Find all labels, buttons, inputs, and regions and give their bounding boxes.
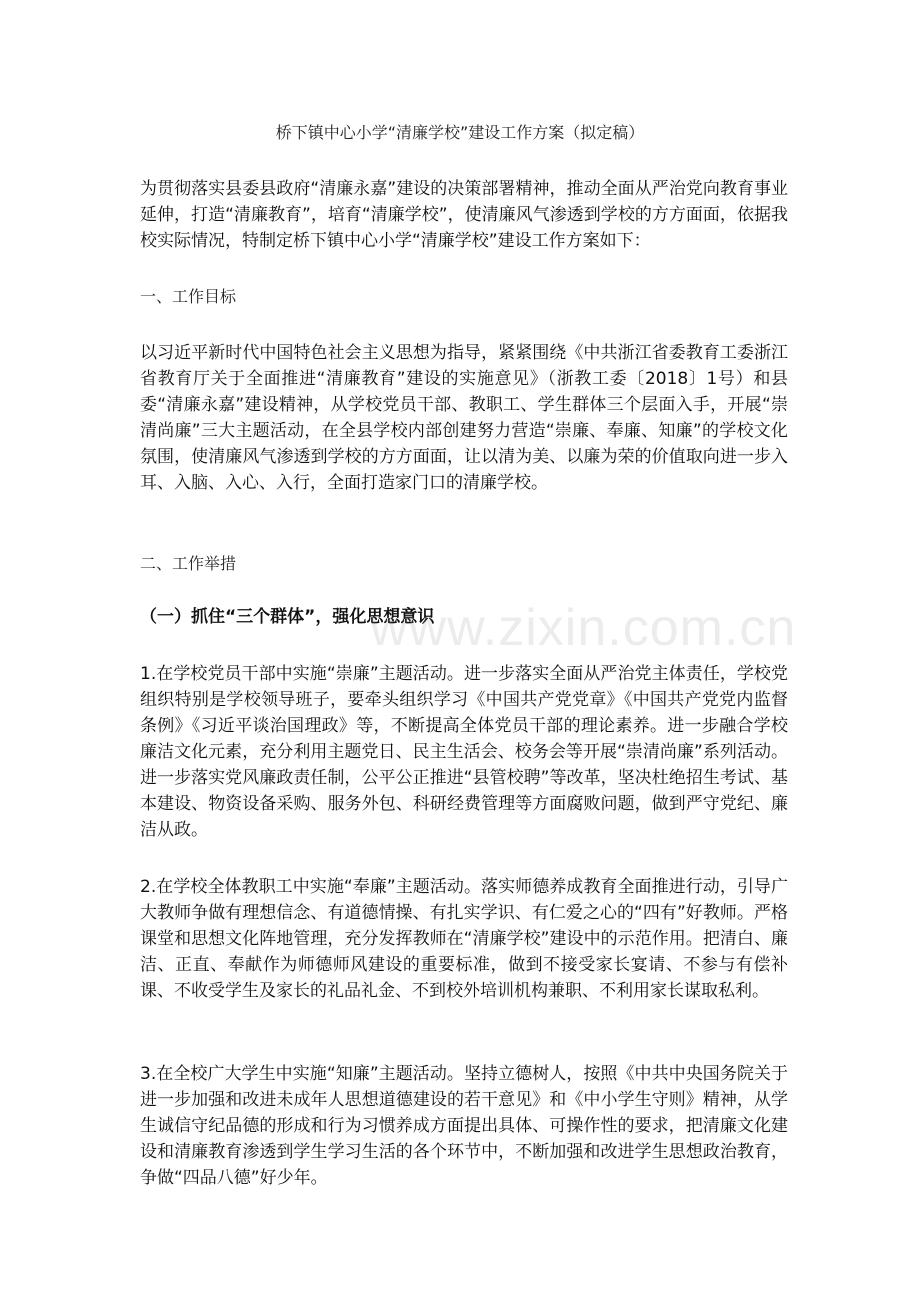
section2-heading: 二、工作举措	[140, 554, 237, 573]
document-title: 桥下镇中心小学“清廉学校”建设工作方案（拟定稿）	[275, 123, 645, 142]
watermark: www.zixin.com.cn	[370, 599, 797, 657]
section1-heading: 一、工作目标	[140, 287, 237, 306]
section1-body: 以习近平新时代中国特色社会主义思想为指导，紧紧围绕《中共浙江省委教育工委浙江省教育厅关于全面推进“清廉教育”建设的实施意见》（浙教工委〔2018〕1号）和县委“清廉永嘉”建设精神，从学校党员干部、教职工、学生群体三个层面入手，开展“崇清尚廉”三大主题活动，在全县学校内部创建努力营造“崇廉、奉廉、知廉”的学校文化氛围，使清廉风气渗透到学校的方方面面，让以清为美、以廉为荣的价值取向进一步入耳、入脑、入心、入行，全面打造家门口的清廉学校。	[140, 343, 788, 493]
section2-subheading: （一）抓住“三个群体”，强化思想意识	[140, 607, 435, 627]
intro-paragraph: 为贯彻落实县委县政府“清廉永嘉”建设的决策部署精神，推动全面从严治党向教育事业延伸，打造“清廉教育”，培育“清廉学校”，使清廉风气渗透到学校的方方面面，依据我校实际情况，特制定桥下镇中心小学“清廉学校”建设工作方案如下：	[140, 179, 788, 251]
measure-item-1: 1.在学校党员干部中实施“崇廉”主题活动。进一步落实全面从严治党主体责任，学校党组织特别是学校领导班子，要牵头组织学习《中国共产党党章》《中国共产党党内监督条例》《习近平谈治国理政》等，不断提高全体党员干部的理论素养。进一步融合学校廉洁文化元素，充分利用主题党日、民主生活会、校务会等开展“崇清尚廉”系列活动。进一步落实党风廉政责任制，公平公正推进“县管校聘”等改革，坚决杜绝招生考试、基本建设、物资设备采购、服务外包、科研经费管理等方面腐败问题，做到严守党纪、廉洁从政。	[140, 664, 788, 840]
measure-item-3: 3.在全校广大学生中实施“知廉”主题活动。坚持立德树人，按照《中共中央国务院关于进一步加强和改进未成年人思想道德建设的若干意见》和《中小学生守则》精神，从学生诚信守纪品德的形成和行为习惯养成方面提出具体、可操作性的要求，把清廉文化建设和清廉教育渗透到学生学习生活的各个环节中，不断加强和改进学生思想政治教育，争做“四品八德”好少年。	[140, 1064, 788, 1188]
measure-item-2: 2.在学校全体教职工中实施“奉廉”主题活动。落实师德养成教育全面推进行动，引导广大教师争做有理想信念、有道德情操、有扎实学识、有仁爱之心的“四有”好教师。严格课堂和思想文化阵地管理，充分发挥教师在“清廉学校”建设中的示范作用。把清白、廉洁、正直、奉献作为师德师风建设的重要标准，做到不接受家长宴请、不参与有偿补课、不收受学生及家长的礼品礼金、不到校外培训机构兼职、不利用家长谋取私利。	[140, 877, 788, 1001]
